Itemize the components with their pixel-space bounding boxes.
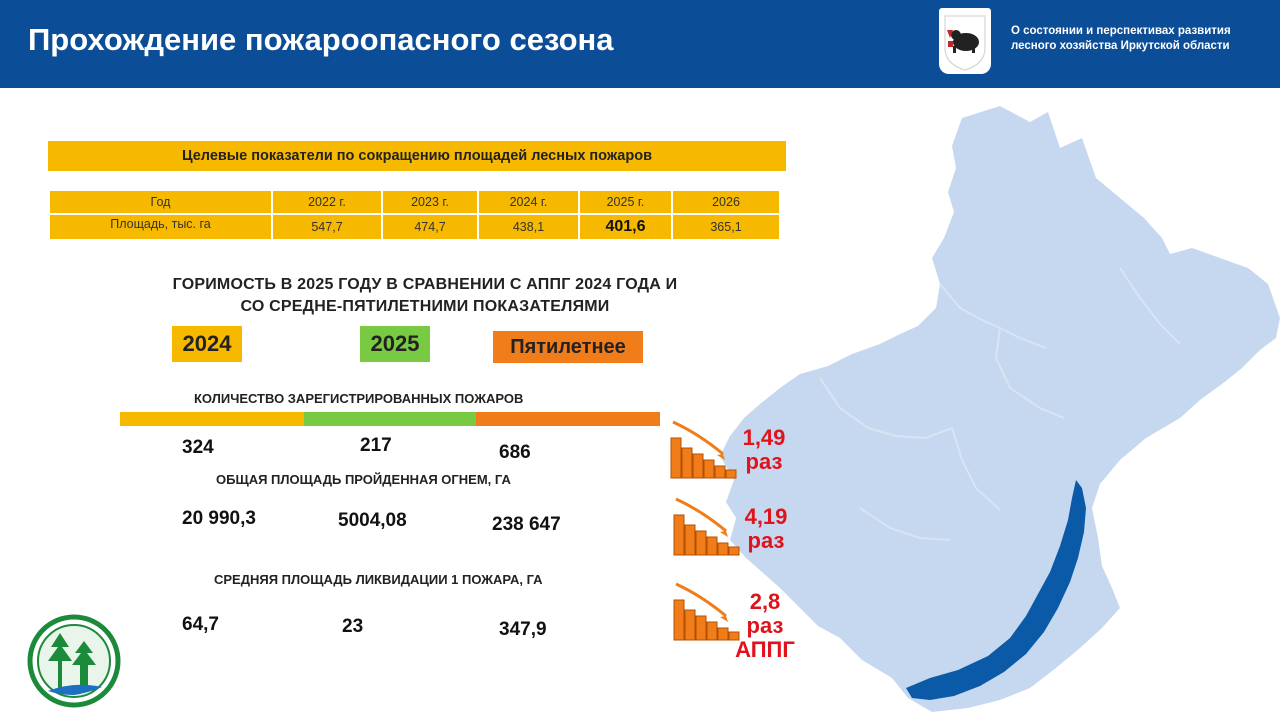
- header-subtitle: [1011, 24, 1231, 54]
- irkutsk-coat-of-arms-icon: [939, 8, 991, 74]
- ratio-note: АППГ: [735, 637, 795, 662]
- fires-count-five-year: 686: [499, 442, 531, 463]
- bar-five-year: [476, 412, 660, 426]
- area-burned-2025: 5004,08: [338, 510, 407, 531]
- area-row-label: Площадь, тыс. га: [49, 214, 272, 240]
- fires-count-ratio: [734, 426, 794, 474]
- declining-bar-chart-icon: [672, 495, 744, 559]
- bar-2025: [304, 412, 476, 426]
- ratio-unit: раз: [747, 528, 785, 553]
- ratio-unit: раз: [745, 449, 783, 474]
- area-cell: 474,7: [382, 214, 478, 240]
- table-row: [49, 190, 780, 214]
- year-cell: 2026: [672, 190, 780, 214]
- year-cell: 2025 г.: [579, 190, 672, 214]
- comparison-heading: [110, 274, 740, 318]
- year-header-label: Год: [49, 190, 272, 214]
- fires-count-2025: 217: [360, 435, 392, 456]
- area-burned-five-year: 238 647: [492, 514, 561, 535]
- page-title: Прохождение пожароопасного сезона: [28, 22, 614, 57]
- comparison-heading-line1: ГОРИМОСТЬ В 2025 ГОДУ В СРАВНЕНИИ С АППГ 2024 ГОДА И: [172, 276, 678, 293]
- table-row: [49, 214, 780, 240]
- comparison-heading-line2: СО СРЕДНЕ-ПЯТИЛЕТНИМИ ПОКАЗАТЕЛЯМИ: [240, 298, 610, 315]
- legend-2024: 2024: [172, 326, 242, 362]
- forestry-complex-logo-icon: [18, 603, 130, 715]
- header-subtitle-line2: лесного хозяйства Иркутской области: [1011, 40, 1230, 52]
- area-burned-heading: ОБЩАЯ ПЛОЩАДЬ ПРОЙДЕННАЯ ОГНЕМ, ГА: [216, 472, 511, 487]
- declining-bar-chart-icon: [669, 418, 741, 482]
- area-burned-ratio: [736, 505, 796, 553]
- year-cell: 2024 г.: [478, 190, 579, 214]
- ratio-value: 1,49: [742, 425, 786, 450]
- legend-2025: 2025: [360, 326, 430, 362]
- avg-area-2024: 64,7: [182, 614, 219, 635]
- area-cell: 438,1: [478, 214, 579, 240]
- avg-area-ratio: [730, 590, 800, 662]
- year-cell: 2022 г.: [272, 190, 382, 214]
- header-subtitle-line1: О состоянии и перспективах развития: [1011, 25, 1231, 37]
- ratio-value: 4,19: [744, 504, 788, 529]
- fires-count-heading: КОЛИЧЕСТВО ЗАРЕГИСТРИРОВАННЫХ ПОЖАРОВ: [194, 391, 524, 406]
- ratio-unit: раз: [746, 613, 784, 638]
- area-cell: 365,1: [672, 214, 780, 240]
- header-bar: [0, 0, 1280, 88]
- targets-table: [48, 189, 781, 241]
- fires-count-2024: 324: [182, 437, 214, 458]
- year-cell: 2023 г.: [382, 190, 478, 214]
- area-cell-current: 401,6: [579, 214, 672, 240]
- legend-five-year: Пятилетнее: [493, 331, 643, 363]
- bar-2024: [120, 412, 304, 426]
- avg-area-2025: 23: [342, 616, 364, 637]
- avg-area-heading: СРЕДНЯЯ ПЛОЩАДЬ ЛИКВИДАЦИИ 1 ПОЖАРА, ГА: [214, 572, 543, 587]
- area-cell: 547,7: [272, 214, 382, 240]
- avg-area-five-year: 347,9: [499, 619, 547, 640]
- ratio-value: 2,8: [749, 589, 781, 614]
- targets-title: Целевые показатели по сокращению площадей лесных пожаров: [48, 141, 786, 171]
- area-burned-2024: 20 990,3: [182, 508, 256, 529]
